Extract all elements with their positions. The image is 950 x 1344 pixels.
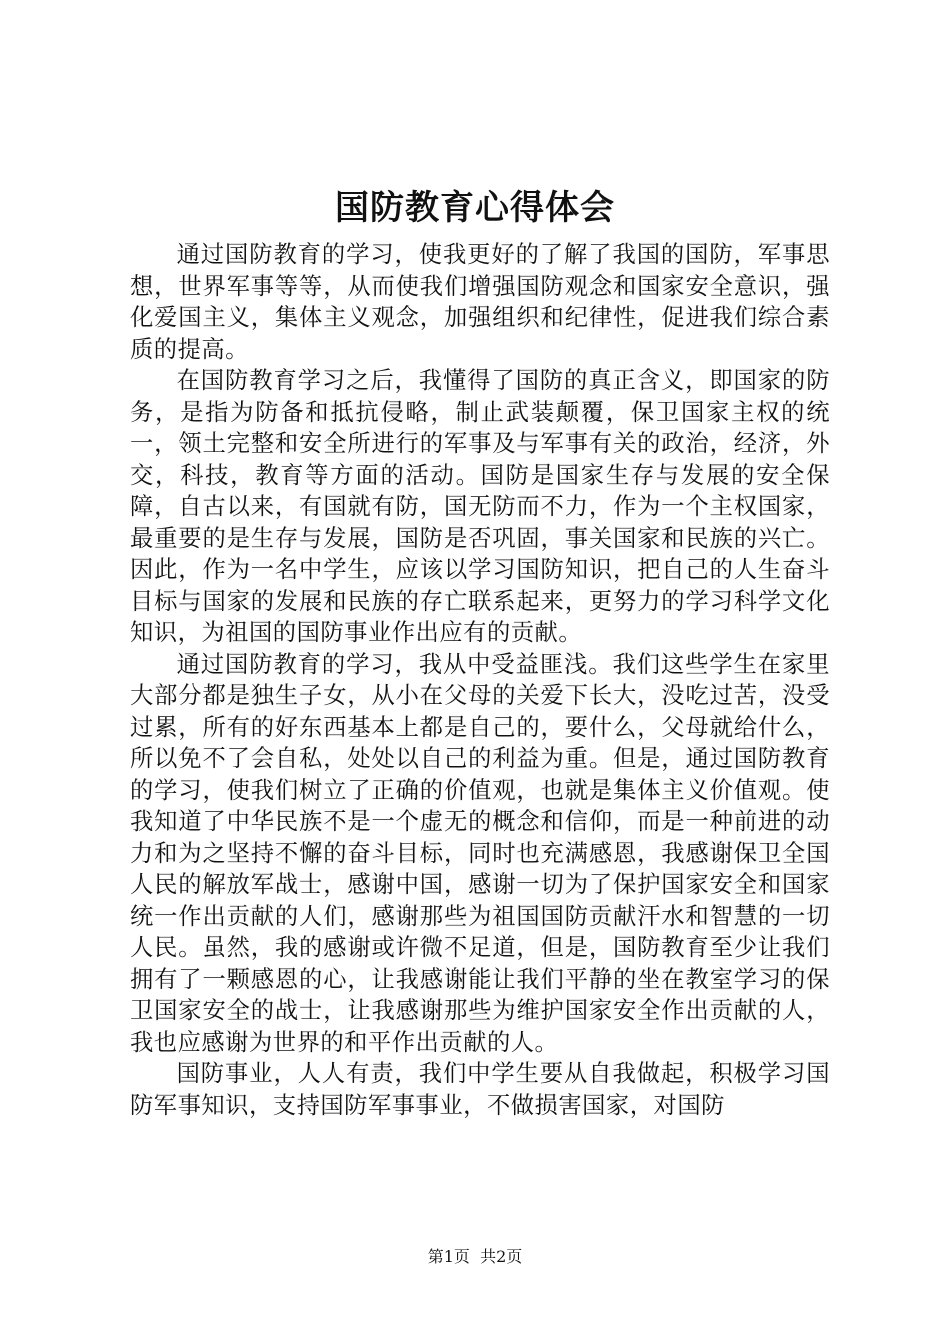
paragraph-1: 通过国防教育的学习，使我更好的了解了我国的国防，军事思想，世界军事等等，从而使我们增强国防观念和国家安全意识，强化爱国主义，集体主义观念，加强组织和纪律性，促进我们综合素质的提高。 — [130, 241, 830, 363]
page-total: 共2页 — [480, 1247, 523, 1266]
document-body — [130, 239, 830, 1121]
page-number: 第1页 — [427, 1247, 470, 1266]
paragraph-2: 在国防教育学习之后，我懂得了国防的真正含义，即国家的防务，是指为防备和抵抗侵略，制止武装颠覆，保卫国家主权的统一，领土完整和安全所进行的军事及与军事有关的政治，经济，外交，科技，教育等方面的活动。国防是国家生存与发展的安全保障，自古以来，有国就有防，国无防而不力，作为一个主权国家，最重要的是生存与发展，国防是否巩固，事关国家和民族的兴亡。因此，作为一名中学生，应该以学习国防知识，把自己的人生奋斗目标与国家的发展和民族的存亡联系起来，更努力的学习科学文化知识，为祖国的国防事业作出应有的贡献。 — [130, 367, 830, 646]
paragraph-3: 通过国防教育的学习，我从中受益匪浅。我们这些学生在家里大部分都是独生子女，从小在父母的关爱下长大，没吃过苦，没受过累，所有的好东西基本上都是自己的，要什么，父母就给什么，所以免不了会自私，处处以自己的利益为重。但是，通过国防教育的学习，使我们树立了正确的价值观，也就是集体主义价值观。使我知道了中华民族不是一个虚无的概念和信仰，而是一种前进的动力和为之坚持不懈的奋斗目标，同时也充满感恩，我感谢保卫全国人民的解放军战士，感谢中国，感谢一切为了保护国家安全和国家统一作出贡献的人们，感谢那些为祖国国防贡献汗水和智慧的一切人民。虽然，我的感谢或许微不足道，但是，国防教育至少让我们拥有了一颗感恩的心，让我感谢能让我们平静的坐在教室学习的保卫国家安全的战士，让我感谢那些为维护国家安全作出贡献的人，我也应感谢为世界的和平作出贡献的人。 — [130, 650, 830, 1056]
paragraph-4: 国防事业，人人有责，我们中学生要从自我做起，积极学习国防军事知识，支持国防军事事业，不做损害国家，对国防 — [130, 1060, 830, 1119]
footer-spacer — [470, 1247, 480, 1266]
document-title: 国防教育心得体会 — [335, 188, 615, 228]
page-footer — [0, 1246, 950, 1268]
